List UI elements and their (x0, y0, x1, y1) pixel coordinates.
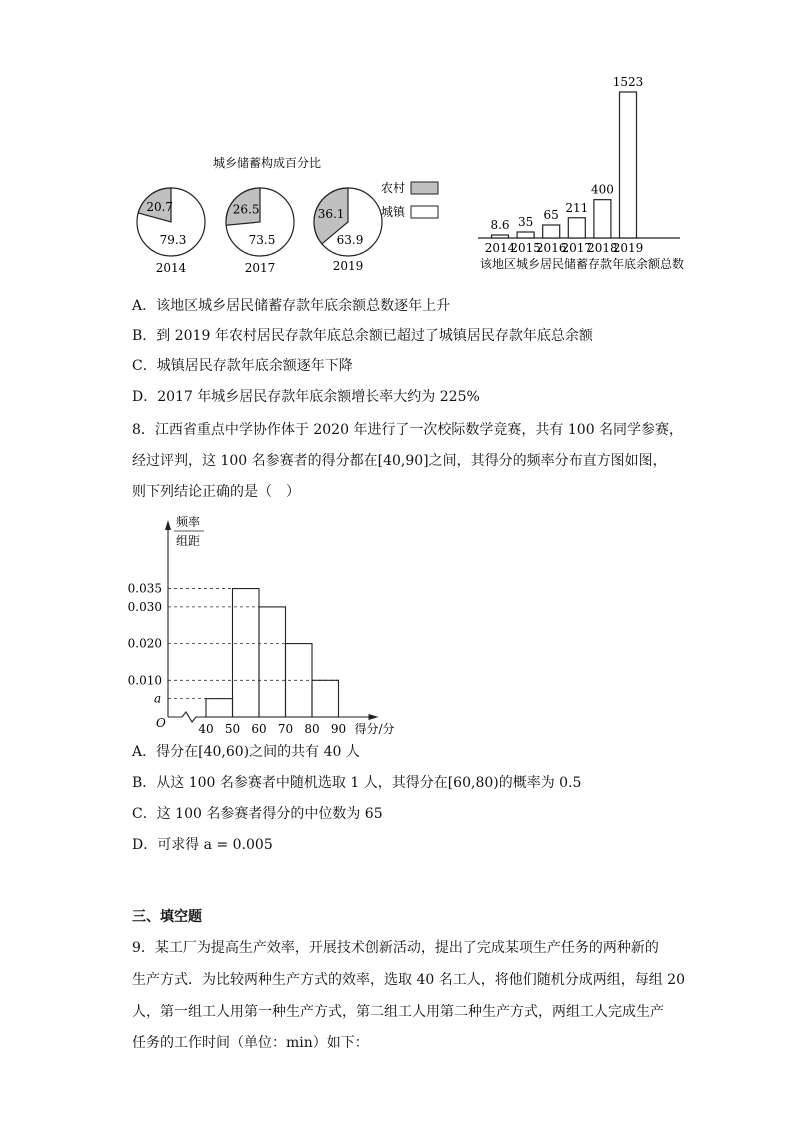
y-tick-label-4: a (154, 691, 162, 706)
legend-swatch-urban (411, 206, 438, 218)
bar-2016 (543, 225, 560, 238)
bar-year-label-2019: 2019 (612, 241, 644, 255)
pie-legend (381, 180, 438, 219)
q8-stem-line-2: 经过评判，这 100 名参赛者的得分都在[40,90]之间，其得分的频率分布直方图如图， (132, 453, 667, 469)
origin-label: O (156, 716, 166, 730)
x-tick-label-60: 60 (251, 722, 267, 735)
bar-year-label-2018: 2018 (587, 241, 618, 255)
q7-option-a: A．该地区城乡居民储蓄存款年底余额总数逐年上升 (132, 298, 451, 314)
y-axis-label-top: 频率 (176, 515, 201, 529)
x-axis-label: 得分/分 (354, 722, 395, 735)
bar-2019 (620, 92, 637, 238)
pie-2019-urban-label: 63.9 (336, 233, 364, 247)
pie-2014-rural-label: 20.7 (146, 200, 174, 215)
bar-value-label-2019: 1523 (612, 75, 644, 89)
q9-line-4: 任务的工作时间（单位：min）如下： (132, 1035, 369, 1051)
legend-swatch-rural (411, 182, 438, 194)
bar-value-label-2017: 211 (565, 200, 589, 215)
q8-stem-line-1: 8．江西省重点中学协作体于 2020 年进行了一次校际数学竞赛，共有 100 名同学参赛， (132, 422, 684, 438)
pie-2019-rural-label: 36.1 (317, 207, 345, 222)
bar-chart-figure (450, 66, 710, 278)
x-tick-label-50: 50 (224, 722, 241, 735)
histogram-bar-40-50 (206, 699, 233, 717)
histogram-bar-60-70 (259, 607, 286, 717)
bar-chart-caption: 该地区城乡居民储蓄存款年底余额总数 (479, 257, 685, 271)
x-tick-label-80: 80 (304, 722, 320, 735)
section-heading: 三、填空题 (132, 909, 202, 925)
bar-value-label-2015: 35 (517, 215, 534, 229)
q8-option-d: D．可求得 a = 0.005 (132, 837, 273, 853)
pie-2019-year-label: 2019 (332, 259, 364, 273)
y-tick-label-3: 0.010 (128, 673, 162, 688)
bar-year-label-2014: 2014 (484, 241, 516, 255)
q8-stem-line-3: 则下列结论正确的是（ ） (132, 484, 300, 500)
bar-value-label-2016: 65 (543, 208, 559, 222)
bar-2017 (568, 218, 585, 238)
q7-option-c: C．城镇居民存款年底余额逐年下降 (132, 358, 353, 374)
y-tick-label-1: 0.030 (128, 599, 162, 614)
q8-option-c: C．这 100 名参赛者得分的中位数为 65 (132, 806, 383, 822)
legend-label-rural: 农村 (381, 181, 406, 195)
bar-2015 (517, 232, 534, 238)
bar-value-label-2014: 8.6 (490, 218, 510, 232)
pie-2017-urban-label: 73.5 (248, 233, 276, 247)
q8-option-b: B．从这 100 名参赛者中随机选取 1 人，其得分在[60,80)的概率为 0.5 (132, 775, 582, 791)
bar-year-label-2016: 2016 (535, 241, 567, 255)
x-tick-label-90: 90 (330, 722, 347, 735)
q7-option-b: B．到 2019 年农村居民存款年底总余额已超过了城镇居民存款年底总余额 (132, 328, 593, 344)
q7-option-d: D．2017 年城乡居民存款年底余额增长率大约为 225% (132, 389, 480, 405)
q9-line-1: 9．某工厂为提高生产效率，开展技术创新活动，提出了完成某项生产任务的两种新的 (132, 940, 659, 956)
bar-2014 (492, 235, 509, 238)
x-tick-label-70: 70 (277, 722, 294, 735)
q9-line-3: 人，第一组工人用第一种生产方式，第二组工人用第二种生产方式，两组工人完成生产 (132, 1004, 664, 1020)
pie-2014-year-label: 2014 (155, 261, 187, 275)
histogram-bar-50-60 (233, 589, 260, 717)
x-axis-arrow-icon (369, 714, 379, 720)
legend-label-urban: 城镇 (381, 205, 406, 219)
histogram-bar-80-90 (312, 680, 339, 717)
pie-2017-rural-label: 26.5 (232, 202, 260, 217)
y-axis-arrow-icon (165, 520, 171, 530)
bar-value-label-2018: 400 (590, 182, 614, 197)
pie-figure-title: 城乡储蓄构成百分比 (213, 156, 322, 170)
bar-2018 (594, 200, 611, 238)
q8-option-a: A．得分在[40,60)之间的共有 40 人 (132, 744, 360, 760)
histogram-figure (128, 510, 418, 735)
pie-2014-urban-label: 79.3 (159, 233, 187, 247)
pie-chart-figure (128, 150, 458, 280)
y-tick-label-2: 0.020 (128, 636, 162, 651)
y-tick-label-0: 0.035 (128, 581, 162, 596)
y-axis-label-bottom: 组距 (176, 534, 201, 548)
pie-2017-year-label: 2017 (244, 261, 276, 275)
x-tick-label-40: 40 (198, 722, 214, 735)
q9-line-2: 生产方式．为比较两种生产方式的效率，选取 40 名工人，将他们随机分成两组，每组 20 (132, 972, 685, 988)
bar-year-label-2017: 2017 (561, 241, 593, 255)
bar-year-label-2015: 2015 (510, 241, 541, 255)
